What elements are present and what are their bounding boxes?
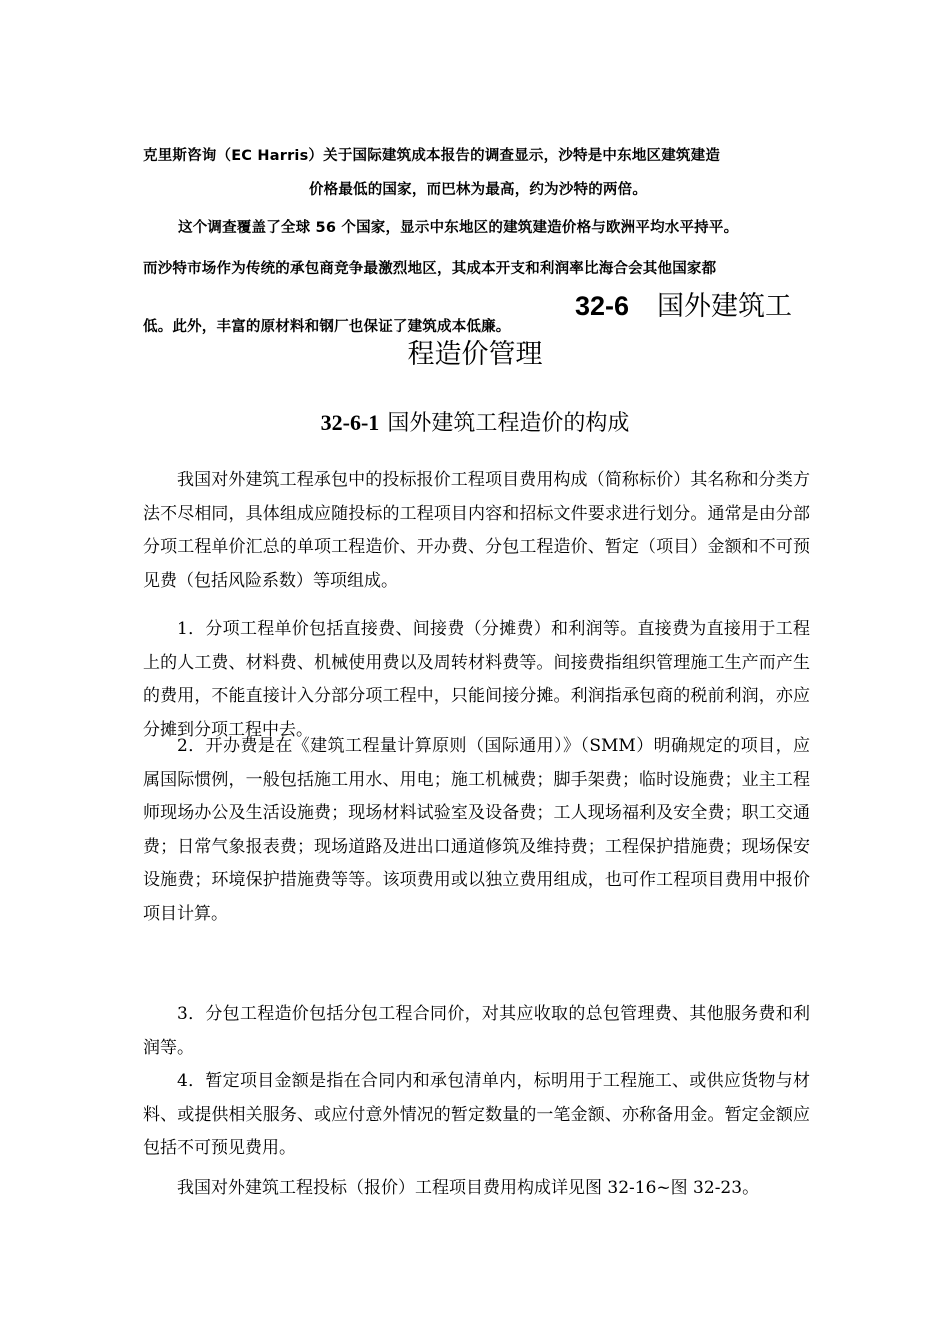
section-title-part-2: 程造价管理: [407, 339, 543, 370]
body-paragraph-2: [143, 613, 810, 747]
paragraph-text: 4．暂定项目金额是指在合同内和承包清单内，标明用于工程施工、或供应货物与材料、或提供相关服务、或应付意外情况的暂定数量的一笔金额、亦称备用金。暂定金额应包括不可预见费用。: [143, 1071, 810, 1158]
body-paragraph-3: [143, 730, 810, 931]
body-paragraph-1: [143, 464, 810, 598]
paragraph-text: 2．开办费是在《建筑工程量计算原则（国际通用）》（SMM）明确规定的项目，应属国际惯例，一般包括施工用水、用电；施工机械费；脚手架费；临时设施费；业主工程师现场办公及生活设施费；现场材料试验室及设备费；工人现场福利及安全费；职工交通费；日常气象报表费；现场道路及进出口通道修筑及维持费；工程保护措施费；现场保安设施费；环境保护措施费等等。该项费用或以独立费用组成，也可作工程项目费用中报价项目计算。: [143, 736, 810, 924]
subsection-heading: [0, 406, 950, 437]
body-paragraph-4: [143, 998, 810, 1065]
intro-line-5: 低。此外，丰富的原材料和钢厂也保证了建筑成本低廉。: [143, 319, 511, 335]
subsection-title: 国外建筑工程造价的构成: [387, 411, 630, 436]
paragraph-text: 我国对外建筑工程投标（报价）工程项目费用构成详见图 32-16~图 32-23。: [177, 1178, 760, 1198]
section-heading: [575, 284, 815, 323]
intro-line-2: 价格最低的国家，而巴林为最高，约为沙特的两倍。: [308, 182, 648, 198]
paragraph-text: 我国对外建筑工程承包中的投标报价工程项目费用构成（简称标价）其名称和分类方法不尽相同，具体组成应随投标的工程项目内容和招标文件要求进行划分。通常是由分部分项工程单价汇总的单项工程造价、开办费、分包工程造价、暂定（项目）金额和不可预见费（包括风险系数）等项组成。: [143, 470, 810, 591]
paragraph-text: 3．分包工程造价包括分包工程合同价，对其应收取的总包管理费、其他服务费和利润等。: [143, 1004, 810, 1058]
intro-line-4: 而沙特市场作为传统的承包商竞争最激烈地区，其成本开支和利润率比海合会其他国家都: [143, 261, 717, 277]
paragraph-text: 1．分项工程单价包括直接费、间接费（分摊费）和利润等。直接费为直接用于工程上的人工费、材料费、机械使用费以及周转材料费等。间接费指组织管理施工生产而产生的费用，不能直接计入分部分项工程中，只能间接分摊。利润指承包商的税前利润，亦应分摊到分项工程中去。: [143, 619, 810, 740]
body-paragraph-6: [143, 1172, 810, 1206]
intro-line-3: 这个调查覆盖了全球 56 个国家，显示中东地区的建筑建造价格与欧洲平均水平持平。: [178, 220, 739, 236]
subsection-number: 32-6-1: [320, 410, 380, 435]
section-title-part-1: 国外建筑工: [657, 291, 793, 322]
body-paragraph-5: [143, 1065, 810, 1166]
section-number: 32-6: [575, 291, 630, 321]
intro-line-1: 克里斯咨询（EC Harris）关于国际建筑成本报告的调查显示，沙特是中东地区建筑建造: [143, 148, 721, 164]
